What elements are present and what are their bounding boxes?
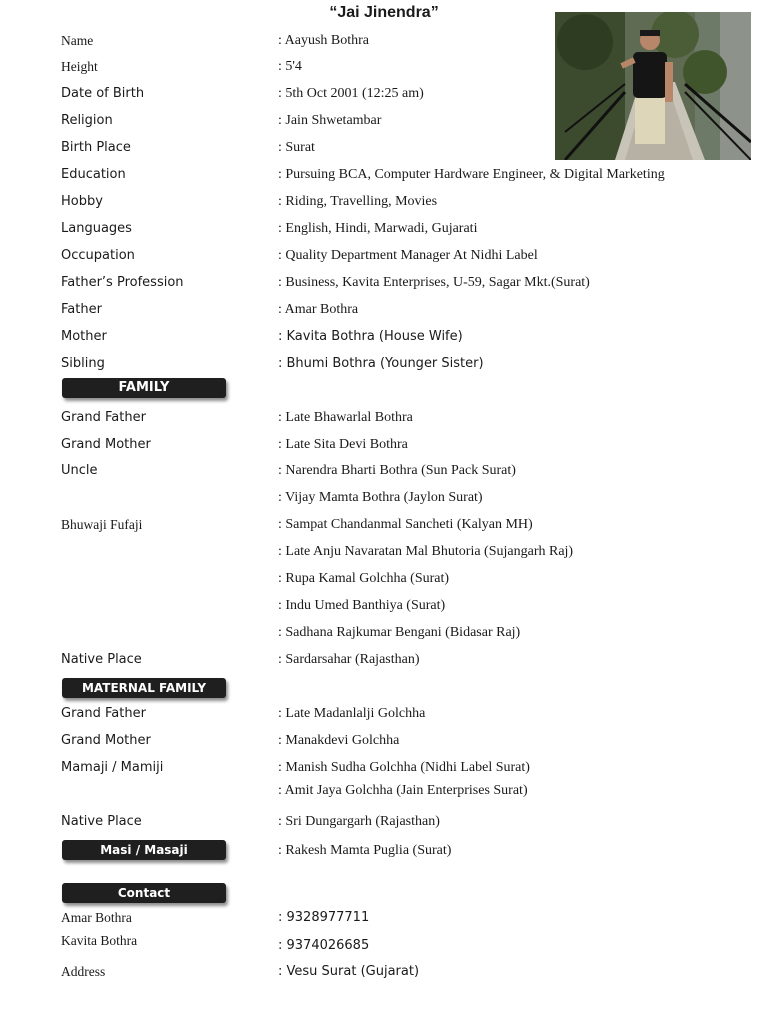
detail-value: : Amit Jaya Golchha (Jain Enterprises Surat) — [278, 783, 528, 798]
detail-row — [0, 248, 768, 270]
detail-value: : Sadhana Rajkumar Bengani (Bidasar Raj) — [278, 625, 521, 640]
detail-value: : Sri Dungargarh (Rajasthan) — [278, 814, 440, 829]
detail-row — [0, 410, 768, 432]
detail-label: Native Place — [61, 814, 142, 829]
detail-label: Birth Place — [61, 140, 131, 155]
detail-label: Grand Mother — [61, 733, 151, 748]
detail-row — [0, 783, 768, 805]
detail-value: : Late Sita Devi Bothra — [278, 437, 408, 452]
detail-label: Height — [61, 59, 98, 74]
detail-value: : Business, Kavita Enterprises, U-59, Sagar Mkt.(Surat) — [278, 275, 590, 290]
detail-label: Father — [61, 302, 102, 317]
detail-row — [0, 86, 768, 108]
detail-row — [0, 933, 768, 955]
detail-value: : Riding, Travelling, Movies — [278, 194, 438, 209]
detail-value: : Vesu Surat (Gujarat) — [278, 964, 420, 979]
masi-row — [0, 843, 768, 865]
detail-row — [0, 910, 768, 932]
detail-row — [0, 733, 768, 755]
detail-label: Sibling — [61, 356, 105, 371]
detail-row — [0, 625, 768, 647]
detail-label: Grand Father — [61, 410, 146, 425]
detail-row — [0, 275, 768, 297]
detail-value: : 9374026685 — [278, 938, 370, 953]
detail-value: : Late Anju Navaratan Mal Bhutoria (Sujangarh Raj) — [278, 544, 574, 559]
detail-row — [0, 302, 768, 324]
detail-value: : Surat — [278, 140, 315, 155]
maternal-family-header: MATERNAL FAMILY — [62, 678, 226, 698]
detail-value: : Aayush Bothra — [278, 33, 369, 48]
detail-row — [0, 167, 768, 189]
detail-row — [0, 140, 768, 162]
family-header: FAMILY — [62, 378, 226, 398]
detail-label: Hobby — [61, 194, 103, 209]
detail-value: : Sampat Chandanmal Sancheti (Kalyan MH) — [278, 517, 533, 532]
detail-value: : Amar Bothra — [278, 302, 359, 317]
detail-row — [0, 490, 768, 512]
detail-value: : Manish Sudha Golchha (Nidhi Label Surat) — [278, 760, 530, 775]
detail-value: : Jain Shwetambar — [278, 113, 382, 128]
detail-label: Mother — [61, 329, 107, 344]
detail-value: : Narendra Bharti Bothra (Sun Pack Surat) — [278, 463, 516, 478]
detail-value: : Pursuing BCA, Computer Hardware Engineer, & Digital Marketing — [278, 167, 665, 182]
detail-row — [0, 356, 768, 378]
detail-row — [0, 598, 768, 620]
detail-value: : 5th Oct 2001 (12:25 am) — [278, 86, 424, 101]
detail-value: : Sardarsahar (Rajasthan) — [278, 652, 420, 667]
detail-label: Name — [61, 33, 94, 48]
detail-label: Languages — [61, 221, 132, 236]
detail-row — [0, 33, 768, 55]
detail-row — [0, 194, 768, 216]
detail-row — [0, 59, 768, 81]
page-title: “Jai Jinendra” — [329, 4, 439, 21]
detail-label: Father’s Profession — [61, 275, 184, 290]
contact-header: Contact — [62, 883, 226, 903]
detail-row — [0, 221, 768, 243]
detail-label: Grand Mother — [61, 437, 151, 452]
detail-label: Native Place — [61, 652, 142, 667]
detail-label: Grand Father — [61, 706, 146, 721]
detail-label: Date of Birth — [61, 86, 145, 101]
detail-label: Address — [61, 964, 106, 979]
detail-label: Amar Bothra — [61, 910, 132, 925]
detail-row — [0, 517, 768, 539]
detail-row — [0, 706, 768, 728]
detail-row — [0, 113, 768, 135]
detail-value: : Late Madanlalji Golchha — [278, 706, 426, 721]
detail-row — [0, 463, 768, 485]
detail-value: : Quality Department Manager At Nidhi Label — [278, 248, 538, 263]
detail-row — [0, 571, 768, 593]
detail-row — [0, 437, 768, 459]
detail-row — [0, 329, 768, 351]
detail-row — [0, 544, 768, 566]
detail-value: : Indu Umed Banthiya (Surat) — [278, 598, 446, 613]
detail-label: Religion — [61, 113, 113, 128]
detail-label: Mamaji / Mamiji — [61, 760, 164, 775]
detail-value: : 5'4 — [278, 59, 302, 74]
detail-label: Occupation — [61, 248, 135, 263]
detail-value: : English, Hindi, Marwadi, Gujarati — [278, 221, 478, 236]
detail-value: : Bhumi Bothra (Younger Sister) — [278, 356, 484, 371]
detail-row — [0, 964, 768, 986]
detail-label: Kavita Bothra — [61, 933, 138, 948]
detail-label: Bhuwaji Fufaji — [61, 517, 143, 532]
detail-value: : Manakdevi Golchha — [278, 733, 400, 748]
detail-value: : 9328977711 — [278, 910, 370, 925]
detail-label: Uncle — [61, 463, 98, 478]
detail-value: : Kavita Bothra (House Wife) — [278, 329, 463, 344]
detail-label: Education — [61, 167, 126, 182]
detail-row — [0, 814, 768, 836]
detail-row — [0, 760, 768, 782]
detail-value: : Late Bhawarlal Bothra — [278, 410, 413, 425]
detail-value: : Rupa Kamal Golchha (Surat) — [278, 571, 450, 586]
detail-row — [0, 652, 768, 674]
masi-masaji-header: Masi / Masaji — [62, 840, 226, 860]
detail-value: : Vijay Mamta Bothra (Jaylon Surat) — [278, 490, 483, 505]
masi-value: : Rakesh Mamta Puglia (Surat) — [278, 843, 452, 858]
